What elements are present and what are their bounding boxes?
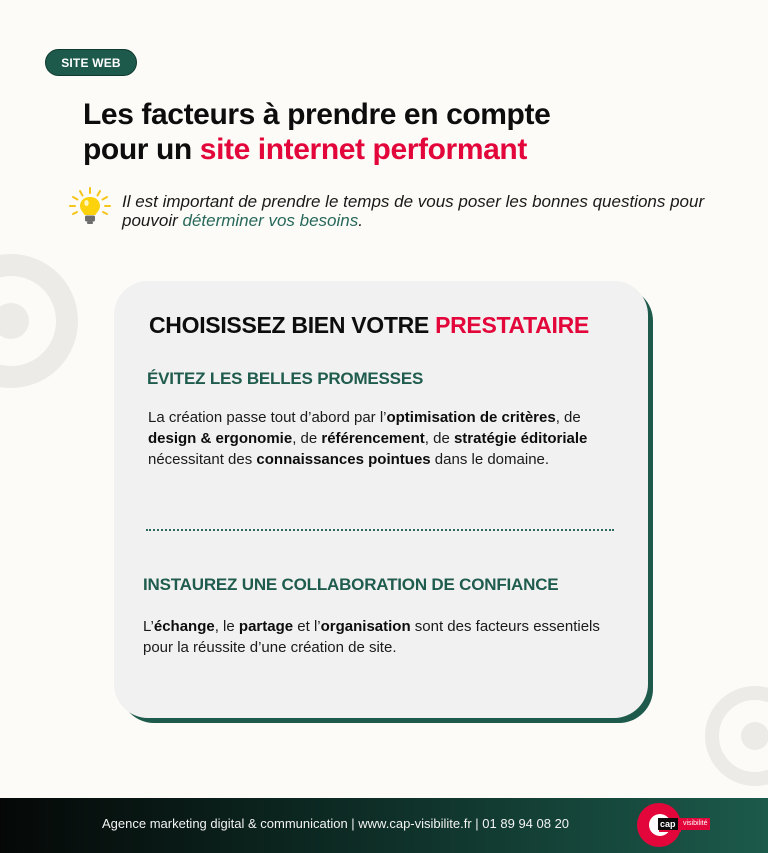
emphasis-text: échange bbox=[153, 618, 215, 635]
intro-text-accent: déterminer vos besoins bbox=[182, 211, 359, 230]
emphasis-text: optimisation de critères bbox=[386, 409, 556, 426]
body-text: nécessitant des bbox=[148, 451, 257, 468]
cap-visibilite-logo bbox=[637, 803, 727, 847]
decorative-target-circle-right bbox=[705, 686, 768, 786]
body-text: , le bbox=[214, 618, 239, 635]
card-title-prefix: CHOISISSEZ BIEN VOTRE bbox=[149, 312, 436, 338]
body-text: , de bbox=[555, 409, 581, 426]
title-line-1: Les facteurs à prendre en compte bbox=[83, 98, 551, 131]
lightbulb-icon bbox=[67, 186, 113, 228]
card-title-accent: PRESTATAIRE bbox=[435, 312, 589, 338]
body-text: L’ bbox=[143, 618, 154, 635]
decorative-dot bbox=[741, 722, 768, 750]
body-text: sont des facteurs essentiels pour la réussite d’une création de site. bbox=[143, 618, 600, 656]
logo-word-visibilite: visibilité bbox=[681, 818, 710, 830]
body-text: , de bbox=[424, 430, 454, 447]
dotted-divider bbox=[146, 529, 614, 531]
emphasis-text: design & ergonomie bbox=[148, 430, 293, 447]
section-paragraph-collaboration bbox=[143, 616, 613, 658]
logo-word-cap: cap bbox=[660, 819, 676, 829]
body-text: , de bbox=[292, 430, 322, 447]
title-accent: site internet performant bbox=[199, 133, 527, 166]
emphasis-text: stratégie éditoriale bbox=[453, 430, 588, 447]
body-text: La création passe tout d’abord par l’ bbox=[148, 409, 387, 426]
intro-text bbox=[122, 192, 722, 230]
decorative-dot bbox=[0, 303, 29, 339]
footer-bar bbox=[0, 798, 768, 853]
card-title bbox=[149, 312, 589, 339]
section-heading-promises: ÉVITEZ LES BELLES PROMESSES bbox=[147, 369, 424, 388]
intro-text-end: . bbox=[358, 211, 363, 230]
page-title bbox=[83, 97, 550, 167]
section-heading-collaboration: INSTAUREZ UNE COLLABORATION DE CONFIANCE bbox=[143, 575, 559, 594]
intro-text-main: Il est important de prendre le temps de vous poser les bonnes questions pour pouvoir bbox=[122, 192, 705, 230]
title-line-2-prefix: pour un bbox=[83, 133, 200, 166]
emphasis-text: connaissances pointues bbox=[256, 451, 431, 468]
emphasis-text: partage bbox=[238, 618, 294, 635]
body-text: dans le domaine. bbox=[430, 451, 550, 468]
emphasis-text: organisation bbox=[320, 618, 411, 635]
footer-contact-text: Agence marketing digital & communication | www.cap-visibilite.fr | 01 89 94 08 20 bbox=[102, 816, 570, 831]
emphasis-text: référencement bbox=[321, 430, 425, 447]
category-badge: SITE WEB bbox=[45, 49, 137, 76]
decorative-target-circle-left bbox=[0, 254, 78, 388]
section-paragraph-promises bbox=[148, 407, 628, 470]
body-text: et l’ bbox=[293, 618, 321, 635]
